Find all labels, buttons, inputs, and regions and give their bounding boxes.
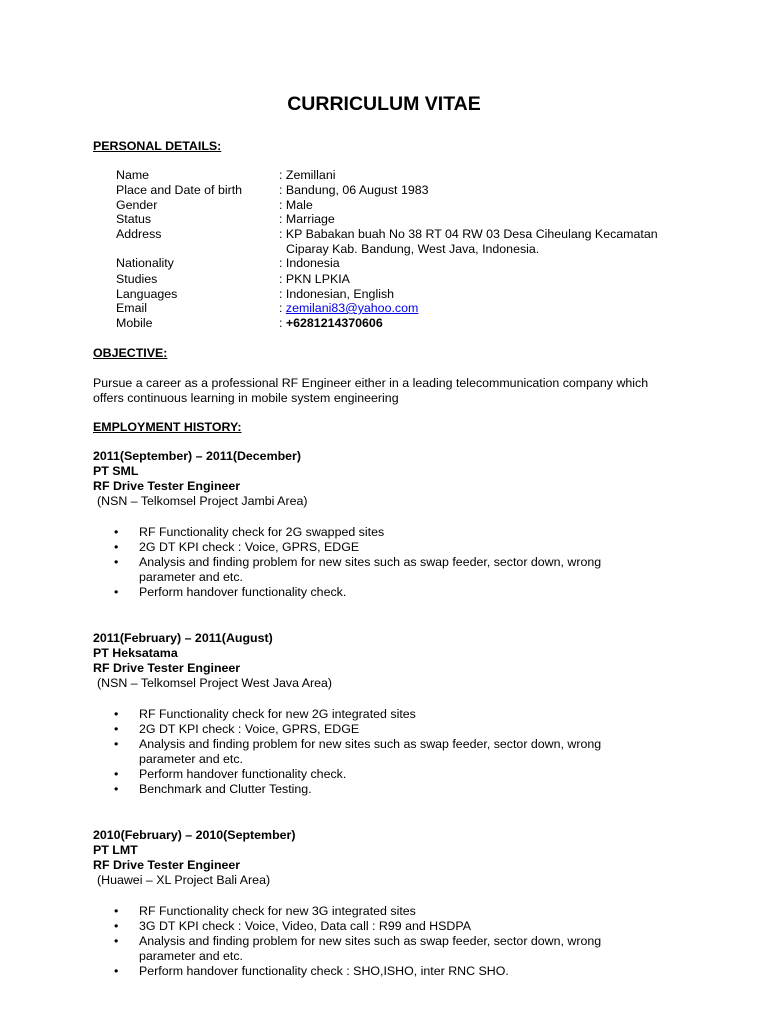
list-item-text: RF Functionality check for new 3G integrated sites (139, 904, 416, 918)
bullet-icon: • (114, 782, 119, 796)
list-item (93, 525, 653, 540)
bullet-icon: • (114, 525, 119, 539)
bullet-icon: • (114, 585, 119, 599)
list-item-text: Perform handover functionality check : SHO,ISHO, inter RNC SHO. (139, 964, 509, 978)
list-item (93, 737, 653, 752)
detail-label: Studies (116, 272, 158, 286)
list-item-continuation (93, 570, 653, 585)
detail-label: Address (116, 227, 162, 241)
list-item (93, 904, 653, 919)
job-role: RF Drive Tester Engineer (93, 479, 241, 493)
email-link[interactable]: zemilani83@yahoo.com (285, 301, 419, 315)
list-item (93, 585, 653, 600)
bullet-icon: • (114, 934, 119, 948)
list-item-text: Analysis and finding problem for new sites such as swap feeder, sector down, wrong (139, 934, 602, 948)
detail-value: : Indonesian, English (279, 287, 395, 301)
detail-value: : Indonesia (279, 256, 340, 270)
job-role: RF Drive Tester Engineer (93, 661, 241, 675)
detail-value (279, 227, 699, 257)
objective-line-2: offers continuous learning in mobile system engineering (93, 391, 399, 405)
mobile-prefix: : (279, 316, 286, 330)
detail-label: Gender (116, 198, 158, 212)
page-title: CURRICULUM VITAE (287, 93, 481, 115)
mobile-number: +6281214370606 (285, 316, 383, 330)
email-prefix: : (279, 301, 286, 315)
job-period: 2011(September) – 2011(December) (93, 449, 302, 463)
list-item-text: RF Functionality check for 2G swapped sites (139, 525, 385, 539)
list-item-text: parameter and etc. (139, 752, 244, 766)
list-item (93, 767, 653, 782)
job-duties-list (93, 525, 653, 600)
job-entry (93, 631, 713, 691)
detail-label: Nationality (116, 256, 174, 270)
list-item (93, 555, 653, 570)
list-item-text: Analysis and finding problem for new sites such as swap feeder, sector down, wrong (139, 555, 602, 569)
address-line-1: : KP Babakan buah No 38 RT 04 RW 03 Desa Ciheulang Kecamatan (279, 227, 658, 241)
job-company: PT Heksatama (93, 646, 178, 660)
bullet-icon: • (114, 540, 119, 554)
detail-value: : Bandung, 06 August 1983 (279, 183, 429, 197)
detail-value (279, 301, 699, 316)
list-item-text: 2G DT KPI check : Voice, GPRS, EDGE (139, 722, 360, 736)
list-item-text: parameter and etc. (139, 570, 244, 584)
detail-label: Place and Date of birth (116, 183, 243, 197)
address-line-2: Ciparay Kab. Bandung, West Java, Indonesia. (286, 242, 540, 256)
detail-label: Languages (116, 287, 178, 301)
list-item (93, 540, 653, 555)
objective-heading: OBJECTIVE: (93, 346, 168, 360)
bullet-icon: • (114, 722, 119, 736)
bullet-icon: • (114, 767, 119, 781)
detail-label: Mobile (116, 316, 153, 330)
list-item-text: parameter and etc. (139, 949, 244, 963)
detail-value: : Male (279, 198, 313, 212)
list-item-text: RF Functionality check for new 2G integrated sites (139, 707, 416, 721)
job-project: (NSN – Telkomsel Project Jambi Area) (97, 494, 308, 508)
list-item-text: Benchmark and Clutter Testing. (139, 782, 312, 796)
bullet-icon: • (114, 919, 119, 933)
job-entry (93, 828, 713, 888)
bullet-icon: • (114, 904, 119, 918)
list-item (93, 964, 653, 979)
bullet-icon: • (114, 707, 119, 721)
job-period: 2010(February) – 2010(September) (93, 828, 296, 842)
bullet-icon: • (114, 964, 119, 978)
detail-value: : Marriage (279, 212, 335, 226)
detail-value: : Zemillani (279, 168, 336, 182)
list-item (93, 934, 653, 949)
list-item-continuation (93, 949, 653, 964)
list-item-text: 3G DT KPI check : Voice, Video, Data call : R99 and HSDPA (139, 919, 471, 933)
detail-value: : PKN LPKIA (279, 272, 350, 286)
list-item (93, 919, 653, 934)
job-company: PT LMT (93, 843, 138, 857)
list-item (93, 722, 653, 737)
list-item-continuation (93, 752, 653, 767)
personal-details-heading: PERSONAL DETAILS: (93, 139, 222, 153)
job-role: RF Drive Tester Engineer (93, 858, 241, 872)
job-period: 2011(February) – 2011(August) (93, 631, 273, 645)
list-item-text: Perform handover functionality check. (139, 585, 347, 599)
bullet-icon: • (114, 555, 119, 569)
list-item-text: Perform handover functionality check. (139, 767, 347, 781)
objective-text (93, 376, 693, 406)
job-duties-list (93, 707, 653, 797)
detail-value (279, 316, 699, 331)
employment-heading: EMPLOYMENT HISTORY: (93, 420, 242, 434)
list-item (93, 707, 653, 722)
list-item-text: Analysis and finding problem for new sites such as swap feeder, sector down, wrong (139, 737, 602, 751)
job-company: PT SML (93, 464, 139, 478)
bullet-icon: • (114, 737, 119, 751)
job-entry (93, 449, 713, 509)
job-duties-list (93, 904, 653, 979)
detail-label: Status (116, 212, 152, 226)
list-item-text: 2G DT KPI check : Voice, GPRS, EDGE (139, 540, 360, 554)
objective-line-1: Pursue a career as a professional RF Engineer either in a leading telecommunication company which (93, 376, 649, 390)
list-item (93, 782, 653, 797)
job-project: (Huawei – XL Project Bali Area) (97, 873, 271, 887)
job-project: (NSN – Telkomsel Project West Java Area) (97, 676, 333, 690)
detail-label: Email (116, 301, 147, 315)
detail-label: Name (116, 168, 150, 182)
